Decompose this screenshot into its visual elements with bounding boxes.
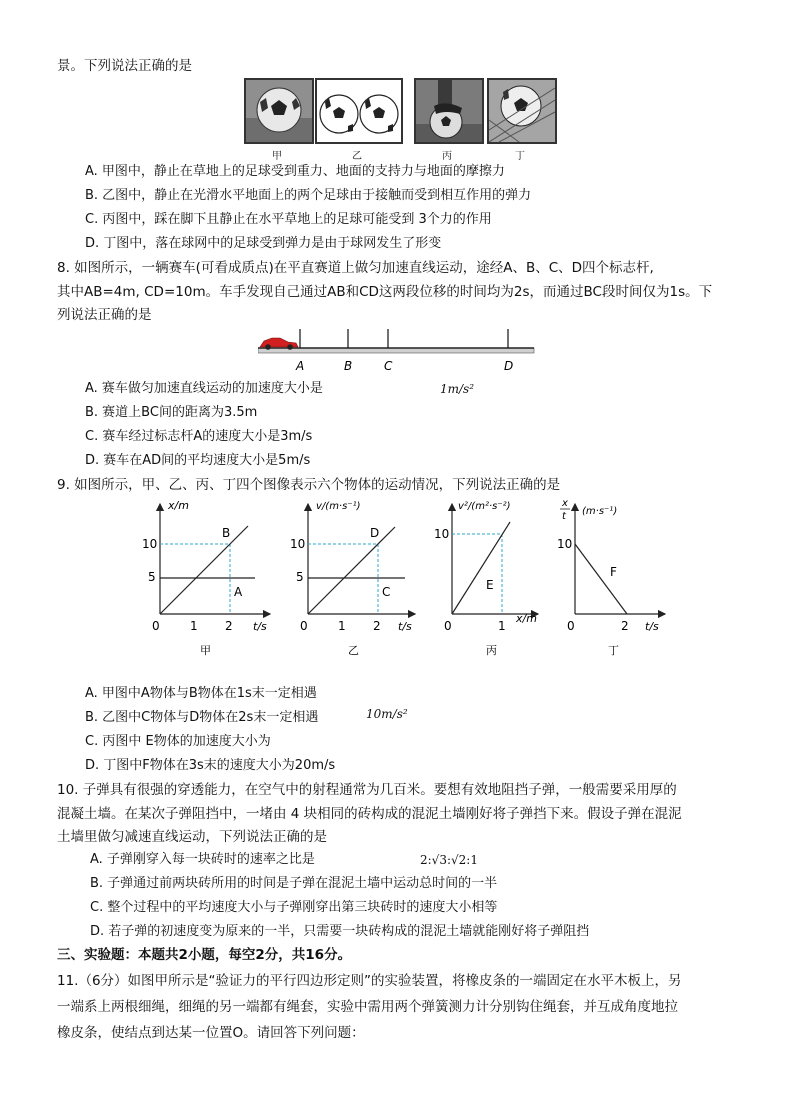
q10-option-a-formula: 2:√3:√2:1	[420, 853, 478, 867]
photo-jia-ball-on-grass	[244, 78, 314, 144]
q11-stem-line-1: 11.（6分）如图甲所示是“验证力的平行四边形定则”的实验装置，将橡皮条的一端固定在水平木板上，另	[57, 973, 682, 989]
ding-caption: 丁	[608, 644, 619, 657]
bing-ylabel: v²/(m²·s⁻²)	[458, 501, 511, 512]
graph-bing	[434, 501, 538, 657]
q9-graphs	[130, 492, 670, 662]
q11-stem-line-2: 一端系上两根细绳，细绳的另一端都有绳套，实验中需用两个弹簧测力计分别钩住绳套，并互成角度地拉	[57, 999, 678, 1015]
q8-stem-line-3: 列说法正确的是	[57, 307, 152, 323]
ding-xtick-0: 0	[567, 619, 575, 633]
q8-option-d: D. 赛车在AD间的平均速度大小是5m/s	[85, 453, 311, 468]
yi-xlabel: t/s	[398, 620, 412, 633]
jia-label-a: A	[234, 585, 243, 599]
yi-label-c: C	[382, 585, 391, 599]
jia-line-b	[160, 526, 248, 614]
bing-ytick-10: 10	[434, 527, 450, 541]
q8-stem-line-2: 其中AB=4m, CD=10m。车手发现自己通过AB和CD这两段位移的时间均为2s，而通过BC段时间仅为1s。下	[57, 284, 713, 300]
track-label-c: C	[384, 359, 393, 373]
ding-ylabel-frac-top: x	[562, 498, 568, 509]
q10-option-c: C. 整个过程中的平均速度大小与子弹刚穿出第三块砖时的速度大小相等	[90, 900, 498, 915]
q7-stem-tail: 景。下列说法正确的是	[57, 58, 192, 74]
track-label-a: A	[296, 359, 305, 373]
yi-xtick-0: 0	[300, 619, 308, 633]
q7-option-c: C. 丙图中，踩在脚下且静止在水平草地上的足球可能受到 3个力的作用	[85, 212, 492, 227]
graph-ding	[557, 498, 665, 657]
photo-label-bing: 丙	[442, 151, 452, 162]
q9-option-c: C. 丙图中 E物体的加速度大小为	[85, 734, 271, 749]
q8-option-a: A. 赛车做匀加速直线运动的加速度大小是	[85, 381, 323, 396]
ding-ytick-10: 10	[557, 537, 573, 551]
photo-label-jia: 甲	[272, 151, 282, 162]
bing-label-e: E	[486, 578, 494, 592]
photo-ding-ball-in-net	[487, 78, 557, 144]
q9-option-a: A. 甲图中A物体与B物体在1s末一定相遇	[85, 686, 317, 701]
q10-stem-line-1: 10. 子弹具有很强的穿透能力，在空气中的射程通常为几百米。要想有效地阻挡子弹，一般需要采用厚的	[57, 782, 677, 798]
q8-option-b: B. 赛道上BC间的距离为3.5m	[85, 405, 258, 420]
q10-stem-line-3: 土墙里做匀减速直线运动，下列说法正确的是	[57, 829, 327, 845]
bing-xtick-0: 0	[444, 619, 452, 633]
yi-caption: 乙	[348, 644, 359, 657]
jia-caption: 甲	[200, 644, 211, 657]
graph-jia	[142, 499, 270, 657]
jia-ylabel: x/m	[168, 499, 189, 512]
q11-stem-line-3: 橡皮条，使结点到达某一位置O。请回答下列问题：	[57, 1025, 365, 1041]
ding-xtick-2: 2	[621, 619, 629, 633]
q9-stem: 9. 如图所示，甲、乙、丙、丁四个图像表示六个物体的运动情况，下列说法正确的是	[57, 477, 561, 493]
jia-label-b: B	[222, 526, 231, 540]
q7-option-b: B. 乙图中，静止在光滑水平地面上的两个足球由于接触而受到相互作用的弹力	[85, 188, 532, 203]
jia-ytick-10: 10	[142, 537, 158, 551]
photo-bing-foot-on-ball	[414, 78, 484, 144]
yi-ytick-5: 5	[296, 570, 304, 584]
q10-stem-line-2: 混凝土墙。在某次子弹阻挡中，一堵由 4 块相同的砖构成的混泥土墙刚好将子弹挡下来。假设子弹在混泥	[57, 806, 682, 822]
yi-xtick-1: 1	[338, 619, 346, 633]
bing-xtick-1: 1	[498, 619, 506, 633]
track-label-d: D	[504, 359, 514, 373]
jia-xtick-0: 0	[152, 619, 160, 633]
yi-ytick-10: 10	[290, 537, 306, 551]
bing-xlabel: x/m	[516, 612, 537, 625]
q7-option-a: A. 甲图中，静止在草地上的足球受到重力、地面的支持力与地面的摩擦力	[85, 164, 505, 179]
photo-label-ding: 丁	[515, 151, 525, 162]
photo-yi-two-balls	[315, 78, 403, 144]
section-3-title: 三、实验题：本题共2小题，每空2分，共16分。	[57, 947, 352, 963]
q8-stem-line-1: 8. 如图所示，一辆赛车(可看成质点)在平直赛道上做匀加速直线运动，途经A、B、C、D四个标志杆,	[57, 260, 654, 276]
jia-xlabel: t/s	[253, 620, 267, 633]
jia-xtick-2: 2	[225, 619, 233, 633]
ding-label-f: F	[610, 565, 617, 579]
jia-ytick-5: 5	[148, 570, 156, 584]
q9-option-b: B. 乙图中C物体与D物体在2s末一定相遇	[85, 710, 319, 725]
yi-ylabel: v/(m·s⁻¹)	[316, 501, 361, 512]
ding-ylabel-frac-bottom: t	[562, 511, 566, 522]
track-label-b: B	[344, 359, 353, 373]
q8-option-c: C. 赛车经过标志杆A的速度大小是3m/s	[85, 429, 313, 444]
yi-xtick-2: 2	[373, 619, 381, 633]
ding-xlabel: t/s	[645, 620, 659, 633]
q10-option-b: B. 子弹通过前两块砖所用的时间是子弹在混泥土墙中运动总时间的一半	[90, 876, 498, 891]
yi-line-d	[308, 527, 395, 614]
graph-yi	[290, 501, 415, 657]
q10-option-d: D. 若子弹的初速度变为原来的一半，只需要一块砖构成的混泥土墙就能刚好将子弹阻挡	[90, 924, 590, 939]
yi-label-d: D	[370, 526, 380, 540]
q8-option-a-formula: 1m/s²	[440, 382, 475, 396]
photo-label-yi: 乙	[352, 151, 362, 162]
ding-ylabel: (m·s⁻¹)	[582, 506, 618, 517]
q9-option-d: D. 丁图中F物体在3s末的速度大小为20m/s	[85, 758, 336, 773]
ding-line-f	[575, 544, 627, 614]
q9-option-c-formula: 10m/s²	[366, 707, 408, 721]
bing-line-e	[452, 522, 510, 614]
bing-caption: 丙	[486, 644, 497, 657]
q7-option-d: D. 丁图中，落在球网中的足球受到弹力是由于球网发生了形变	[85, 236, 442, 251]
q10-option-a: A. 子弹刚穿入每一块砖时的速率之比是	[90, 852, 315, 867]
race-track-diagram	[258, 326, 538, 376]
jia-xtick-1: 1	[190, 619, 198, 633]
